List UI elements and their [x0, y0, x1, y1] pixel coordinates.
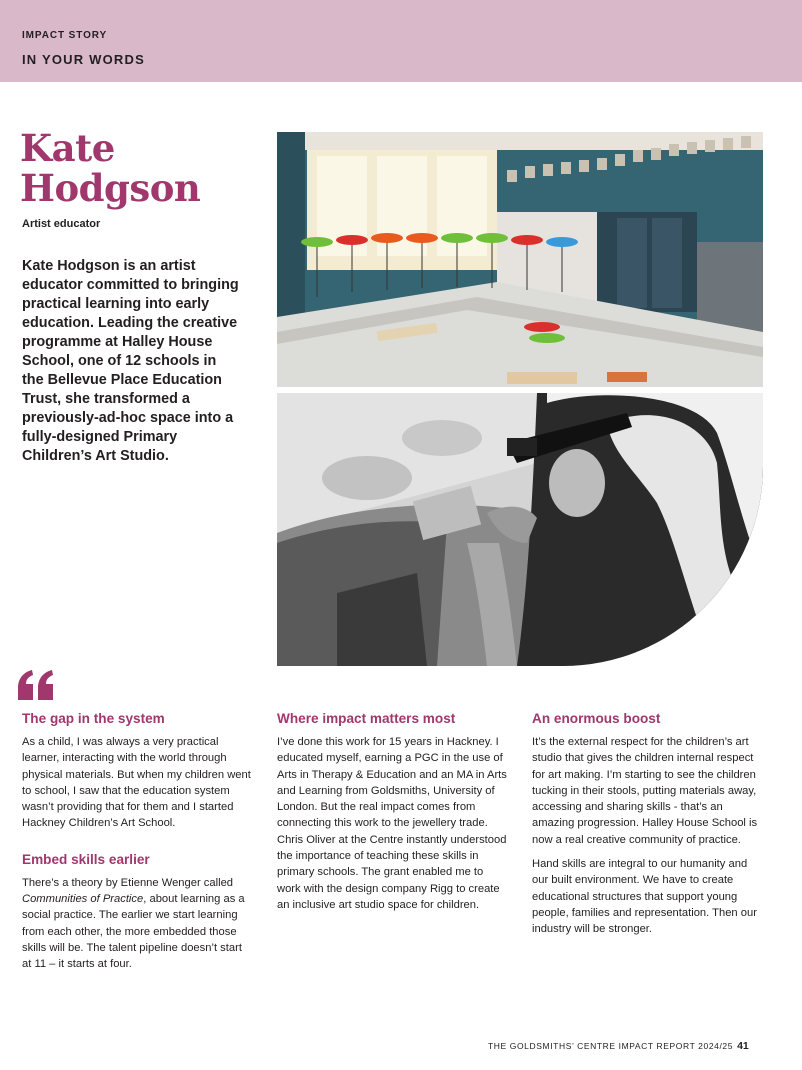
body-embed-skills-italic: Communities of Practice	[22, 893, 144, 906]
footer-text: THE GOLDSMITHS’ CENTRE IMPACT REPORT 2024/25	[488, 1041, 734, 1051]
column-1	[22, 710, 252, 973]
body-enormous-boost: It’s the external respect for the children’s art studio that gives the children internal respect for art making. I’m starting to see the children tucking in their stools, putting materials away, accessing and sharing skills - that’s an amazing progression. Halley House School is now a real creative community of practice.	[532, 736, 758, 846]
column-3	[532, 710, 762, 938]
body-where-impact: I’ve done this work for 15 years in Hackney. I educated myself, earning a PGC in the use of Arts in Therapy & Education and an MA in Arts and Learning from Goldsmiths, University of London. But the real impact comes from connecting this work to the jewellery trade. Chris Oliver at the Centre instantly understood the importance of teaching these skills in primary schools. The grant enabled me to work with the design company Rigg to create an inclusive art studio space for children.	[277, 736, 507, 911]
heading-enormous-boost: An enormous boost	[532, 711, 661, 726]
person-role: Artist educator	[22, 218, 101, 230]
body-embed-skills-post: , about learning as a social practice. The earlier we start learning from each other, the more embedded those skills will be. The talent pipeline doesn’t start at 11 – it starts at four.	[22, 893, 245, 971]
person-name	[20, 128, 260, 208]
body-embed-skills	[22, 875, 252, 973]
section-title: IN YOUR WORDS	[22, 52, 145, 67]
heading-gap-in-system: The gap in the system	[22, 711, 165, 726]
story-kicker: IMPACT STORY	[22, 30, 108, 41]
body-embed-skills-pre: There’s a theory by Etienne Wenger called	[22, 876, 234, 889]
person-name-first: Kate	[20, 126, 115, 170]
quote-icon	[16, 668, 56, 702]
heading-embed-skills: Embed skills earlier	[22, 851, 150, 867]
classroom-photo	[277, 132, 763, 387]
heading-where-impact: Where impact matters most	[277, 711, 456, 726]
page-footer	[488, 1040, 749, 1052]
intro-paragraph: Kate Hodgson is an artist educator committed to bringing practical learning into early education. Leading the creative programme at Halley House School, one of 12 schools in the Bellevue Place Education Trust, she transformed a previously-ad-hoc space into a fully-designed Primary Children’s Art Studio.	[22, 258, 239, 464]
person-name-last: Hodgson	[20, 166, 201, 210]
column-2	[277, 710, 507, 913]
body-hand-skills: Hand skills are integral to our humanity and our built environment. We have to create educational structures that support young people, families and representation. Then our industry will be stronger.	[532, 858, 757, 936]
page-number: 41	[737, 1040, 749, 1052]
body-gap-in-system: As a child, I was always a very practical learner, interacting with the world through physical materials. But when my children went to school, I saw that the education system wasn’t providing that for them and I started Hackney Children’s Art School.	[22, 736, 251, 830]
jeweller-photo	[277, 393, 763, 666]
header-band	[0, 0, 802, 82]
